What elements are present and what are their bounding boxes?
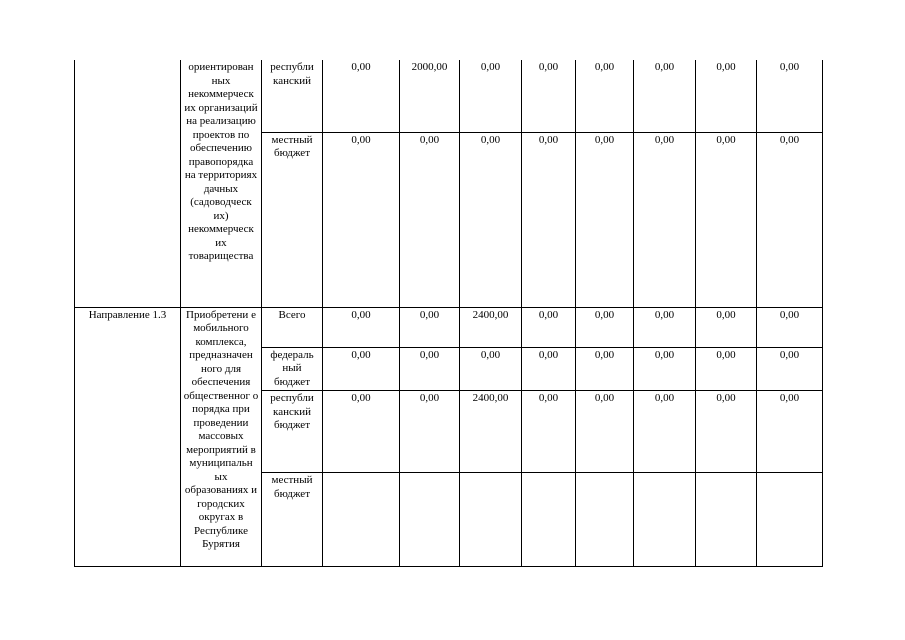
value-cell: 0,00: [757, 391, 823, 473]
value-cell: 0,00: [634, 132, 696, 307]
direction-cell-empty: [75, 60, 181, 307]
value-cell: 0,00: [634, 307, 696, 347]
table-row: [75, 307, 823, 347]
funding-source: местный бюджет: [262, 132, 323, 307]
value-cell: 0,00: [757, 347, 823, 391]
value-cell: [576, 473, 634, 567]
value-cell: 0,00: [522, 347, 576, 391]
value-cell: 0,00: [696, 307, 757, 347]
value-cell: 0,00: [323, 132, 400, 307]
value-cell: 0,00: [757, 307, 823, 347]
funding-source: федераль ный бюджет: [262, 347, 323, 391]
budget-table: [74, 60, 823, 567]
value-cell: 0,00: [460, 132, 522, 307]
value-cell: 0,00: [634, 391, 696, 473]
value-cell: 0,00: [323, 307, 400, 347]
value-cell: [757, 473, 823, 567]
value-cell: 0,00: [576, 391, 634, 473]
value-cell: 0,00: [576, 347, 634, 391]
value-cell: 0,00: [522, 132, 576, 307]
value-cell: 2400,00: [460, 307, 522, 347]
funding-source: местный бюджет: [262, 473, 323, 567]
value-cell: 0,00: [696, 391, 757, 473]
value-cell: 0,00: [576, 132, 634, 307]
value-cell: 0,00: [323, 60, 400, 132]
value-cell: [634, 473, 696, 567]
value-cell: 0,00: [576, 307, 634, 347]
value-cell: 0,00: [323, 347, 400, 391]
value-cell: 2000,00: [400, 60, 460, 132]
table-row: [75, 60, 823, 132]
value-cell: 0,00: [634, 60, 696, 132]
value-cell: 0,00: [460, 347, 522, 391]
direction-label: Направление 1.3: [75, 307, 181, 567]
value-cell: 0,00: [522, 391, 576, 473]
measure-description: Приобретени е мобильного комплекса, предназначен ного для обеспечения общественног о порядка при проведении массовых мероприятий в муниципальн ых образованиях и городских округах в Республике Бурятия: [181, 307, 262, 567]
value-cell: 0,00: [696, 132, 757, 307]
value-cell: 0,00: [400, 132, 460, 307]
value-cell: 2400,00: [460, 391, 522, 473]
funding-source: Всего: [262, 307, 323, 347]
value-cell: 0,00: [696, 60, 757, 132]
value-cell: [460, 473, 522, 567]
value-cell: 0,00: [634, 347, 696, 391]
value-cell: 0,00: [576, 60, 634, 132]
value-cell: [696, 473, 757, 567]
value-cell: 0,00: [323, 391, 400, 473]
value-cell: 0,00: [696, 347, 757, 391]
value-cell: 0,00: [757, 60, 823, 132]
funding-source: республи канский: [262, 60, 323, 132]
value-cell: [323, 473, 400, 567]
value-cell: 0,00: [400, 391, 460, 473]
value-cell: [400, 473, 460, 567]
funding-source: республи канский бюджет: [262, 391, 323, 473]
value-cell: 0,00: [400, 307, 460, 347]
value-cell: 0,00: [757, 132, 823, 307]
measure-description: ориентирован ных некоммерческ их организаций на реализацию проектов по обеспечению правопорядка на территориях дачных (садоводческ их) некоммерческ их товарищества: [181, 60, 262, 307]
value-cell: [522, 473, 576, 567]
value-cell: 0,00: [460, 60, 522, 132]
value-cell: 0,00: [400, 347, 460, 391]
value-cell: 0,00: [522, 60, 576, 132]
value-cell: 0,00: [522, 307, 576, 347]
